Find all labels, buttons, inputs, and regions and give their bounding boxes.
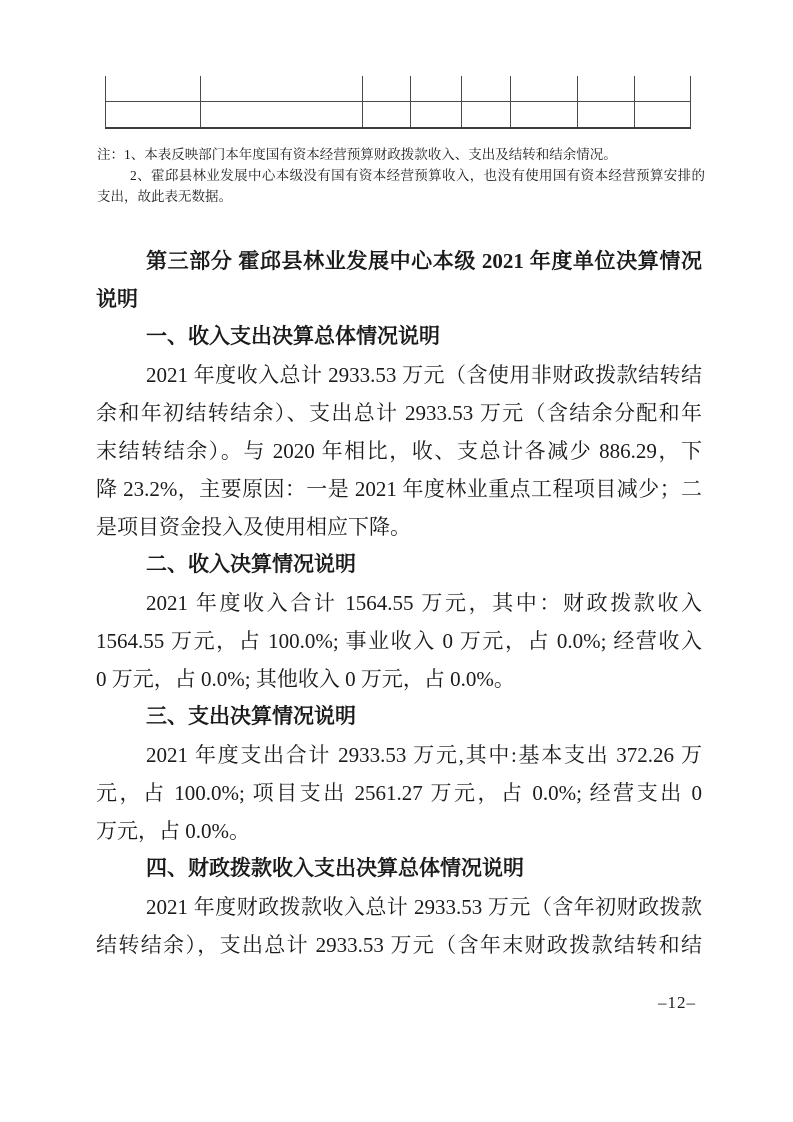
table-notes <box>97 144 705 207</box>
body-line: 降 23.2%，主要原因：一是 2021 年度林业重点工程项目减少；二 <box>96 477 702 501</box>
section-heading: 二、收入决算情况说明 <box>146 553 356 576</box>
table-cell <box>363 102 411 129</box>
table-cell <box>462 102 511 129</box>
table-cell <box>363 76 411 102</box>
table-body <box>106 76 691 128</box>
body-line: 末结转结余）。与 2020 年相比，收、支总计各减少 886.29，下 <box>96 439 702 463</box>
table-cell <box>578 102 635 129</box>
table-cell <box>411 102 462 129</box>
continuation-table <box>105 76 691 129</box>
body-line: 0 万元，占 0.0%; 其他收入 0 万元，占 0.0%。 <box>96 667 515 691</box>
section-heading: 一、收入支出决算总体情况说明 <box>146 325 440 348</box>
body-line: 余和年初结转结余）、支出总计 2933.53 万元（含结余分配和年 <box>96 401 702 425</box>
table-cell <box>511 102 578 129</box>
table-cell <box>578 76 635 102</box>
section-heading: 四、财政拨款收入支出决算总体情况说明 <box>146 857 524 880</box>
table-note-line: 支出，故此表无数据。 <box>97 189 232 204</box>
section-heading: 三、支出决算情况说明 <box>146 705 356 728</box>
body-line: 2021 年度财政拨款收入总计 2933.53 万元（含年初财政拨款 <box>146 895 702 919</box>
body-line: 2021 年度收入总计 2933.53 万元（含使用非财政拨款结转结 <box>146 363 702 387</box>
table-cell <box>511 76 578 102</box>
part-title-line: 第三部分 霍邱县林业发展中心本级 2021 年度单位决算情况 <box>146 249 702 273</box>
table-cell <box>106 76 201 102</box>
body-line: 结转结余），支出总计 2933.53 万元（含年末财政拨款结转和结 <box>96 933 702 957</box>
table-cell <box>462 76 511 102</box>
body-line: 2021 年度支出合计 2933.53 万元,其中:基本支出 372.26 万 <box>146 743 702 767</box>
body-line: 万元，占 0.0%。 <box>96 819 250 843</box>
body-line: 2021 年度收入合计 1564.55 万元，其中：财政拨款收入 <box>146 591 702 615</box>
table-row <box>106 102 691 129</box>
table-note-line: 2、霍邱县林业发展中心本级没有国有资本经营预算收入，也没有使用国有资本经营预算安排的 <box>130 168 705 183</box>
main-text-column <box>96 242 702 964</box>
body-line: 是项目资金投入及使用相应下降。 <box>96 515 411 539</box>
body-line: 1564.55 万元，占 100.0%; 事业收入 0 万元，占 0.0%; 经营收入 <box>96 629 702 653</box>
table-cell <box>106 102 201 129</box>
table-cell <box>411 76 462 102</box>
table-cell <box>635 76 691 102</box>
page-number: –12– <box>658 993 696 1012</box>
table-cell <box>201 76 363 102</box>
table-note-line: 注：1、本表反映部门本年度国有资本经营预算财政拨款收入、支出及结转和结余情况。 <box>97 147 617 162</box>
part-title-line: 说明 <box>96 287 138 311</box>
table-row <box>106 76 691 102</box>
body-line: 元，占 100.0%; 项目支出 2561.27 万元，占 0.0%; 经营支出 0 <box>96 781 702 805</box>
table-cell <box>635 102 691 129</box>
table-cell <box>201 102 363 129</box>
